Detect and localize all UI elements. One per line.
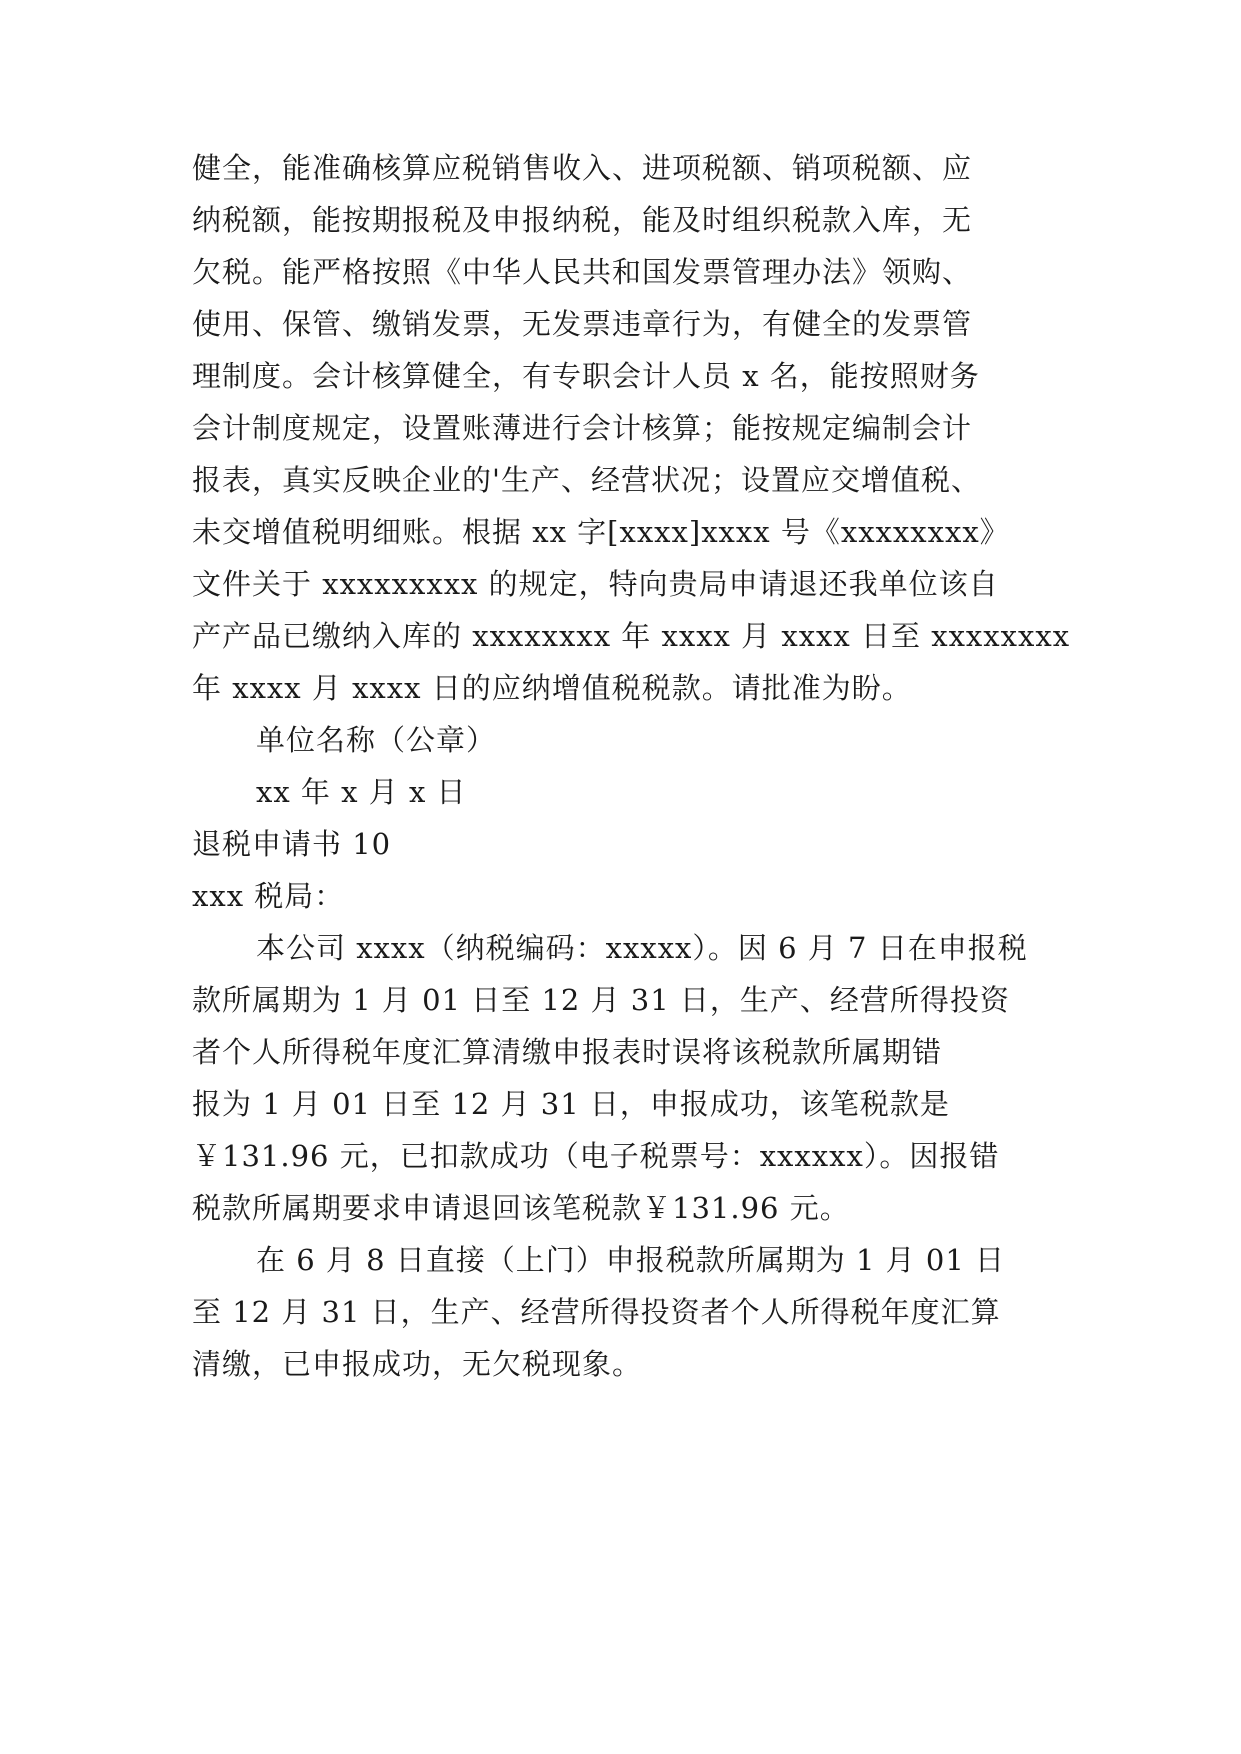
paragraph-line: 者个人所得税年度汇算清缴申报表时误将该税款所属期错 bbox=[192, 1035, 943, 1069]
paragraph-line: 本公司 xxxx（纳税编码：xxxxx）。因 6 月 7 日在申报税 bbox=[256, 931, 1028, 965]
paragraph-line: ￥131.96 元，已扣款成功（电子税票号：xxxxxx）。因报错 bbox=[192, 1139, 1000, 1173]
paragraph-line: 使用、保管、缴销发票，无发票违章行为，有健全的发票管 bbox=[192, 307, 973, 341]
paragraph-line: 理制度。会计核算健全，有专职会计人员 x 名，能按照财务 bbox=[192, 359, 980, 393]
document-title: 退税申请书 10 bbox=[192, 827, 392, 861]
signature-date: xx 年 x 月 x 日 bbox=[256, 775, 467, 809]
paragraph-line: 会计制度规定，设置账薄进行会计核算；能按规定编制会计 bbox=[192, 411, 973, 445]
paragraph-line: 欠税。能严格按照《中华人民共和国发票管理办法》领购、 bbox=[192, 255, 973, 289]
paragraph-line: 清缴，已申报成功，无欠税现象。 bbox=[192, 1347, 643, 1381]
salutation: xxx 税局： bbox=[192, 879, 345, 913]
paragraph-line: 纳税额，能按期报税及申报纳税，能及时组织税款入库，无 bbox=[192, 203, 973, 237]
paragraph-line: 未交增值税明细账。根据 xx 字[xxxx]xxxx 号《xxxxxxxx》 bbox=[192, 515, 1010, 549]
paragraph-line: 文件关于 xxxxxxxxx 的规定，特向贵局申请退还我单位该自 bbox=[192, 567, 999, 601]
paragraph-line: 至 12 月 31 日，生产、经营所得投资者个人所得税年度汇算 bbox=[192, 1295, 1001, 1329]
paragraph-line: 报表，真实反映企业的'生产、经营状况；设置应交增值税、 bbox=[192, 463, 981, 497]
paragraph-line: 产产品已缴纳入库的 xxxxxxxx 年 xxxx 月 xxxx 日至 xxxxxxxx bbox=[192, 619, 1071, 653]
paragraph-line: 款所属期为 1 月 01 日至 12 月 31 日，生产、经营所得投资 bbox=[192, 983, 1010, 1017]
paragraph-line: 报为 1 月 01 日至 12 月 31 日，申报成功，该笔税款是 bbox=[192, 1087, 950, 1121]
signature-unit-name: 单位名称（公章） bbox=[256, 723, 497, 757]
paragraph-line: 健全，能准确核算应税销售收入、进项税额、销项税额、应 bbox=[192, 151, 973, 185]
paragraph-line: 年 xxxx 月 xxxx 日的应纳增值税税款。请批准为盼。 bbox=[192, 671, 912, 705]
paragraph-line: 在 6 月 8 日直接（上门）申报税款所属期为 1 月 01 日 bbox=[256, 1243, 1006, 1277]
paragraph-line: 税款所属期要求申请退回该笔税款￥131.96 元。 bbox=[192, 1191, 850, 1225]
